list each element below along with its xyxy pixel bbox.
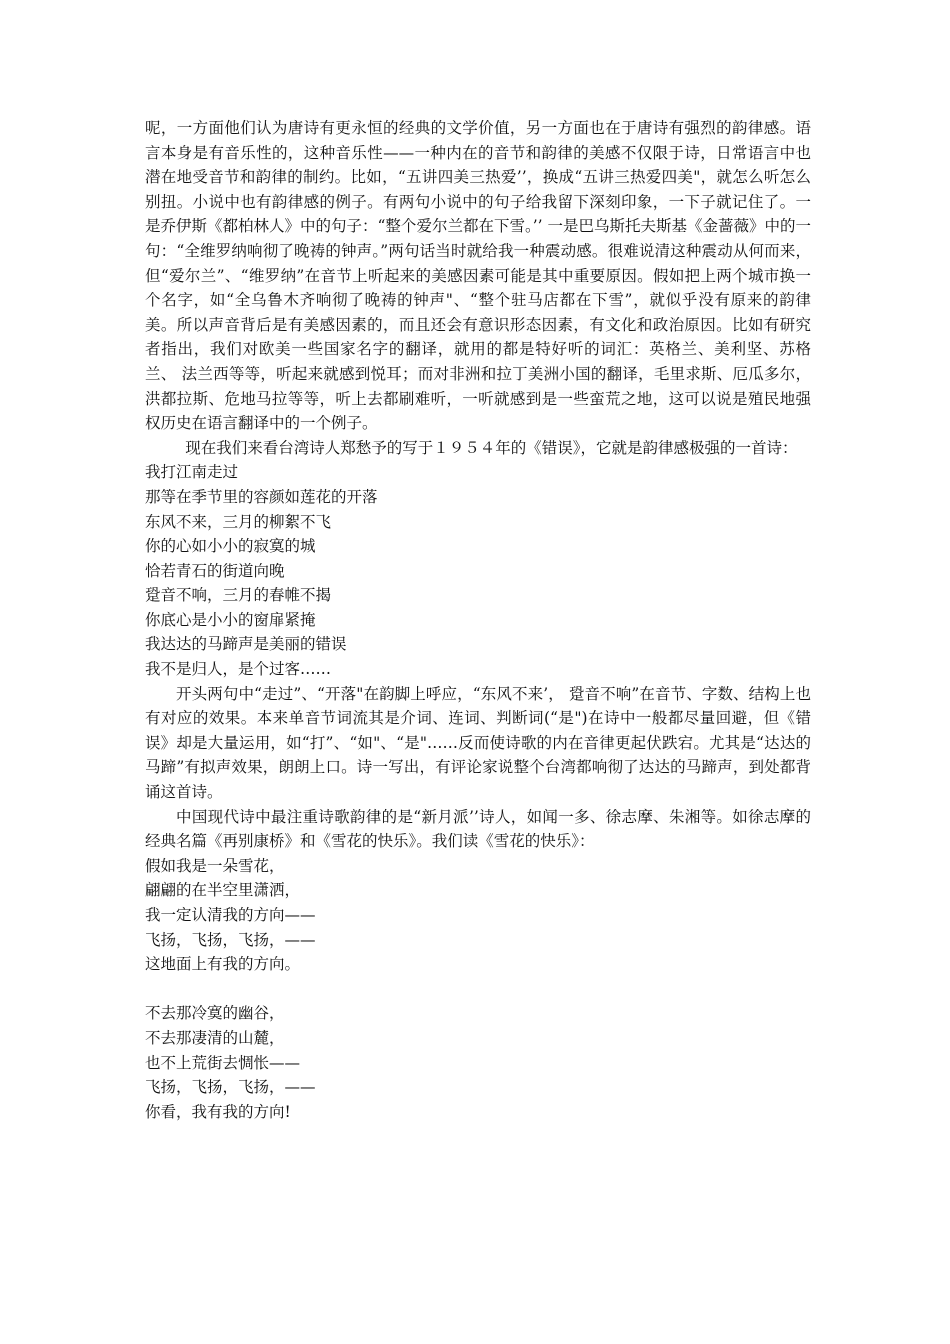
paragraph-cuowu-intro: 现在我们来看台湾诗人郑愁予的写于１９５４年的《错误》，它就是韵律感极强的一首诗： (185, 438, 798, 457)
poem-line: 你看，我有我的方向! (145, 1102, 291, 1121)
poem-line: 翩翩的在半空里潇洒， (145, 881, 301, 900)
poem-line: 也不上荒街去惆怅—— (145, 1053, 301, 1072)
poem-line: 恰若青石的街道向晚 (145, 561, 285, 580)
poem-line: 东风不来，三月的柳絮不飞 (145, 512, 332, 531)
poem-line: 不去那凄清的山麓， (145, 1028, 285, 1047)
document-page (145, 116, 811, 1124)
paragraph-tang-poetry-rhythm: 呢，一方面他们认为唐诗有更永恒的经典的文学价值，另一方面也在于唐诗有强烈的韵律感。语言本身是有音乐性的，这种音乐性——一种内在的音节和韵律的美感不仅限于诗，日常语言中也潜在地受音节和韵律的制约。比如，“五讲四美三热爱’’，换成“五讲三热爱四美"，就怎么听怎么别扭。小说中也有韵律感的例子。有两句小说中的句子给我留下深刻印象，一下子就记住了。一是乔伊斯《都柏林人》中的句子：“整个爱尔兰都在下雪。’’ 一是巴乌斯托夫斯基《金蔷薇》中的一句：“全维罗纳响彻了晚祷的钟声。”两句话当时就给我一种震动感。很难说清这种震动从何而来，但“爱尔兰”、“维罗纳”在音节上听起来的美感因素可能是其中重要原因。假如把上两个城市换一个名字，如“全乌鲁木齐响彻了晚祷的钟声"、“整个驻马店都在下雪”，就似乎没有原来的韵律美。所以声音背后是有美感因素的，而且还会有意识形态因素，有文化和政治原因。比如有研究者指出，我们对欧美一些国家名字的翻译，就用的都是特好听的词汇：英格兰、美利坚、苏格兰、 法兰西等等，听起来就感到悦耳；而对非洲和拉丁美洲小国的翻译，毛里求斯、厄瓜多尔，洪都拉斯、危地马拉等等，听上去都刷难听，一听就感到是一些蛮荒之地，这可以说是殖民地强权历史在语言翻译中的一个例子。 (145, 119, 811, 433)
poem-line: 跫音不响，三月的春帷不揭 (145, 586, 332, 605)
poem-line: 你的心如小小的寂寞的城 (145, 537, 316, 556)
poem-line: 飞扬，飞扬，飞扬，—— (145, 1078, 316, 1097)
poem-line: 我达达的马蹄声是美丽的错误 (145, 635, 347, 654)
poem-cuowu (145, 460, 811, 681)
stanza-gap (145, 977, 811, 1002)
poem-xuehua-stanza-2 (145, 1001, 811, 1124)
poem-line: 你底心是小小的窗扉紧掩 (145, 610, 316, 629)
poem-line: 我不是归人，是个过客…… (145, 660, 332, 679)
poem-xuehua-stanza-1 (145, 854, 811, 977)
paragraph-cuowu-analysis: 开头两句中“走过”、“开落"在韵脚上呼应，“东风不来’， 跫音不响”在音节、字数、结构上也有对应的效果。本来单音节词流其是介词、连词、判断词(“是")在诗中一般都尽量回避，但《错误》却是大量运用，如“打”、“如"、“是"……反而使诗歌的内在音律更起伏跌宕。尤其是“达达的马蹄”有拟声效果，朗朗上口。诗一写出，有评论家说整个台湾都响彻了达达的马蹄声，到处都背诵这首诗。 (145, 684, 811, 802)
poem-line: 假如我是一朵雪花， (145, 856, 285, 875)
poem-line: 这地面上有我的方向。 (145, 955, 301, 974)
poem-line: 不去那冷寞的幽谷， (145, 1004, 285, 1023)
poem-line: 我打江南走过 (145, 463, 239, 482)
poem-line: 我一定认清我的方向—— (145, 906, 316, 924)
poem-line: 飞扬，飞扬，飞扬，—— (145, 930, 316, 949)
paragraph-crescent-school: 中国现代诗中最注重诗歌韵律的是“新月派’’诗人，如闻一多、徐志摩、朱湘等。如徐志摩的经典名篇《再别康桥》和《雪花的快乐》。我们读《雪花的快乐》： (145, 807, 811, 851)
poem-line: 那等在季节里的容颜如莲花的开落 (145, 487, 378, 506)
